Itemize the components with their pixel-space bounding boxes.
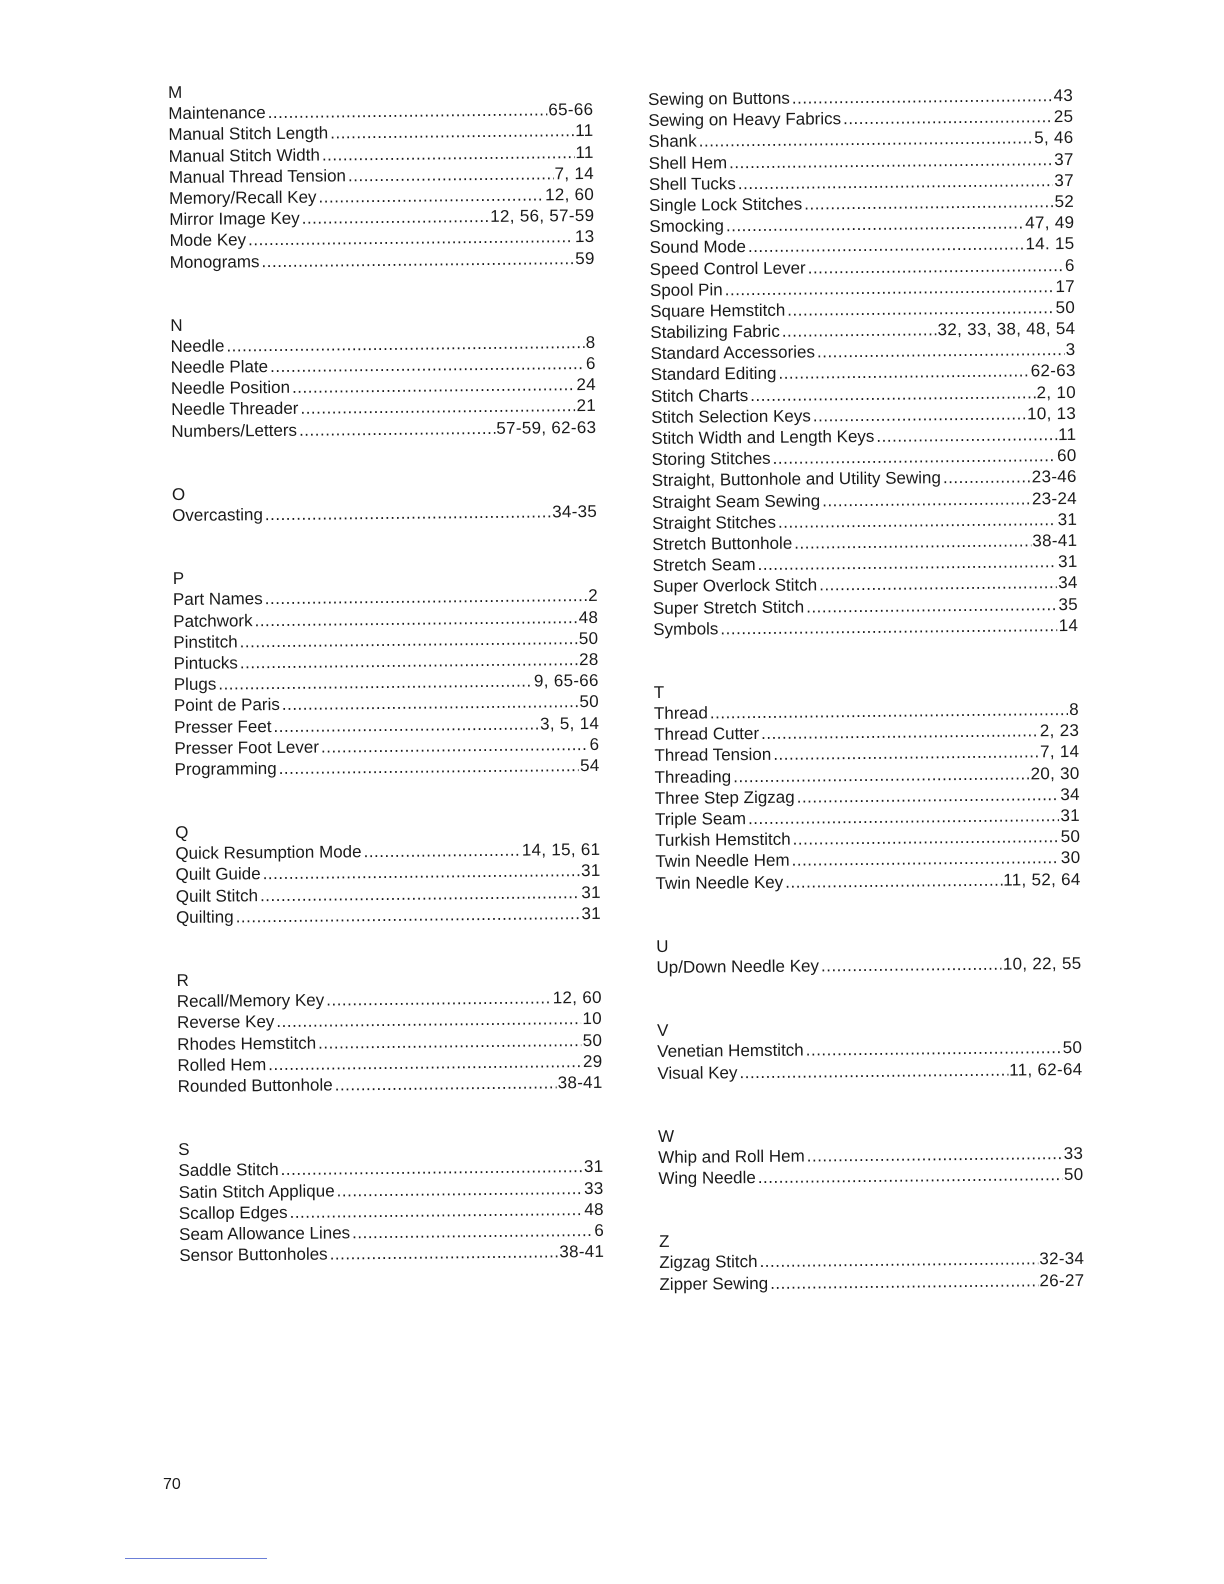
section-letter: W	[657, 1126, 675, 1146]
entry-term: Point de Paris	[173, 695, 280, 716]
section-gap	[656, 890, 1081, 936]
section-letter: T	[653, 682, 665, 702]
dot-leader	[289, 1199, 583, 1223]
entry-term: Needle Position	[170, 378, 291, 399]
section-gap	[659, 1185, 1084, 1231]
entry-pages: 23-24	[1031, 488, 1078, 508]
entry-pages: 24	[576, 375, 597, 395]
section-letter: S	[178, 1139, 190, 1160]
entry-pages: 11	[1057, 424, 1077, 445]
entry-term: Stretch Seam	[652, 555, 756, 576]
section-gap	[175, 776, 600, 822]
entry-pages: 32, 33, 38, 48, 54	[937, 318, 1076, 340]
entry-pages: 17	[1055, 276, 1076, 296]
entry-term: Straight Stitches	[652, 512, 777, 533]
index-section	[657, 1016, 1083, 1084]
entry-pages: 8	[1069, 699, 1080, 720]
dot-leader	[254, 607, 577, 631]
entry-pages: 14, 15, 61	[521, 840, 601, 860]
entry-pages: 28	[578, 649, 599, 670]
entry-pages: 48	[584, 1199, 604, 1219]
entry-term: Rounded Buttonhole	[177, 1075, 333, 1096]
index-section	[658, 1122, 1084, 1190]
entry-term: Monograms	[169, 251, 260, 272]
entry-pages: 38-41	[559, 1241, 605, 1262]
entry-term: Reverse Key	[176, 1012, 275, 1033]
entry-pages: 59	[575, 248, 595, 268]
footer-rule	[125, 1558, 267, 1559]
entry-pages: 31	[580, 861, 601, 881]
dot-leader	[322, 142, 575, 166]
entry-pages: 9, 65-66	[533, 671, 599, 691]
dot-leader	[773, 445, 1057, 469]
dot-leader	[787, 297, 1055, 321]
index-entry	[659, 1269, 1084, 1294]
dot-leader	[773, 742, 1039, 766]
dot-leader	[302, 206, 490, 229]
index-entry	[656, 868, 1081, 893]
entry-pages: 33	[584, 1178, 604, 1198]
entry-pages: 12, 60	[552, 988, 602, 1008]
dot-leader	[720, 615, 1057, 639]
entry-term: Straight Seam Sewing	[651, 490, 821, 512]
entry-pages: 37	[1054, 170, 1074, 190]
entry-term: Standard Accessories	[650, 342, 816, 364]
section-gap	[172, 522, 597, 568]
entry-pages: 10, 22, 55	[1002, 953, 1082, 974]
entry-pages: 12, 60	[544, 184, 595, 205]
dot-leader	[281, 1156, 583, 1180]
entry-term: Storing Stitches	[651, 449, 771, 470]
dot-leader	[758, 1164, 1063, 1188]
dot-leader	[770, 1270, 1039, 1294]
entry-pages: 11, 52, 64	[1003, 869, 1081, 890]
dot-leader	[739, 1059, 1008, 1083]
index-entry	[653, 615, 1078, 640]
entry-pages: 13	[574, 227, 595, 247]
section-letter: M	[168, 82, 183, 102]
index-entry	[170, 247, 595, 272]
entry-pages: 37	[1054, 149, 1074, 169]
entry-pages: 21	[576, 396, 597, 416]
entry-pages: 60	[1056, 446, 1077, 466]
dot-leader	[321, 734, 589, 758]
dot-leader	[804, 191, 1054, 215]
entry-term: Sewing on Heavy Fabrics	[648, 109, 842, 131]
index-entry	[174, 755, 599, 780]
entry-term: Needle	[170, 336, 225, 356]
entry-term: Presser Feet	[174, 716, 272, 737]
dot-leader	[813, 403, 1026, 426]
entry-term: Presser Foot Lever	[174, 737, 320, 758]
dot-leader	[759, 1249, 1038, 1273]
dot-leader	[843, 106, 1053, 129]
section-gap	[170, 269, 595, 315]
index-entry	[172, 501, 597, 526]
entry-pages: 5, 46	[1034, 128, 1074, 148]
index-entry	[656, 953, 1081, 978]
index-section	[168, 78, 595, 273]
index-column-right	[648, 85, 1085, 1295]
entry-pages: 33	[1063, 1143, 1084, 1163]
entry-term: Super Overlock Stitch	[652, 575, 818, 597]
entry-term: Stabilizing Fabric	[650, 321, 780, 343]
dot-leader	[292, 374, 576, 398]
entry-pages: 38-41	[557, 1072, 603, 1093]
entry-pages: 14. 15	[1025, 234, 1075, 254]
entry-term: Scallop Edges	[178, 1202, 288, 1223]
entry-term: Sewing on Buttons	[648, 88, 790, 109]
index-entry	[179, 1241, 604, 1266]
dot-leader	[265, 585, 588, 609]
dot-leader	[335, 1072, 557, 1095]
dot-leader	[819, 572, 1057, 595]
entry-pages: 31	[583, 1157, 604, 1177]
dot-leader	[279, 755, 580, 779]
entry-term: Spool Pin	[649, 279, 723, 300]
entry-term: Needle Plate	[170, 357, 269, 378]
entry-pages: 14	[1058, 615, 1079, 635]
entry-term: Quilt Guide	[175, 864, 261, 885]
entry-pages: 34-35	[552, 501, 598, 522]
entry-pages: 2, 23	[1039, 721, 1080, 741]
entry-pages: 52	[1054, 191, 1075, 212]
dot-leader	[794, 530, 1031, 553]
section-letter: Q	[175, 822, 189, 843]
dot-leader	[282, 691, 579, 715]
dot-leader	[218, 671, 533, 695]
entry-term: Visual Key	[657, 1062, 738, 1083]
entry-term: Part Names	[172, 589, 263, 610]
entry-term: Manual Stitch Length	[168, 123, 329, 145]
entry-pages: 26-27	[1039, 1270, 1085, 1290]
entry-pages: 31	[581, 882, 601, 902]
entry-pages: 32-34	[1039, 1249, 1085, 1269]
entry-term: Sound Mode	[649, 237, 747, 258]
index-entry	[176, 903, 601, 928]
entry-term: Square Hemstitch	[650, 300, 786, 321]
dot-leader	[265, 501, 552, 525]
entry-pages: 10	[582, 1009, 603, 1029]
entry-pages: 2, 10	[1036, 382, 1077, 402]
entry-pages: 35	[1058, 594, 1079, 614]
dot-leader	[261, 248, 574, 272]
entry-pages: 34	[1060, 784, 1080, 804]
entry-pages: 11, 62-64	[1009, 1059, 1083, 1080]
entry-term: Twin Needle Key	[655, 872, 784, 893]
entry-term: Recall/Memory Key	[176, 990, 325, 1012]
entry-term: Mode Key	[169, 230, 247, 251]
dot-leader	[337, 1178, 584, 1202]
entry-pages: 50	[579, 692, 600, 712]
dot-leader	[791, 847, 1060, 871]
entry-pages: 6	[1064, 255, 1075, 275]
entry-pages: 43	[1053, 85, 1074, 106]
dot-leader	[330, 1241, 559, 1264]
entry-term: Smocking	[649, 216, 725, 237]
entry-pages: 11	[575, 121, 594, 141]
entry-pages: 7, 14	[554, 163, 594, 184]
entry-pages: 3, 5, 14	[539, 713, 600, 733]
dot-leader	[821, 954, 1002, 977]
index-section	[175, 818, 601, 928]
section-gap	[657, 974, 1082, 1020]
entry-term: Quick Resumption Mode	[175, 842, 362, 864]
entry-term: Plugs	[173, 674, 217, 695]
dot-leader	[276, 1008, 581, 1032]
entry-pages: 65-66	[548, 100, 594, 120]
entry-term: Manual Thread Tension	[168, 166, 347, 187]
dot-leader	[273, 713, 539, 737]
section-letter: P	[172, 569, 185, 589]
dot-leader	[778, 361, 1030, 385]
dot-leader	[806, 1037, 1062, 1061]
dot-leader	[300, 396, 575, 420]
entry-pages: 38-41	[1032, 530, 1078, 551]
dot-leader	[236, 903, 581, 927]
entry-pages: 6	[589, 734, 600, 754]
section-letter: R	[176, 970, 189, 990]
section-gap	[658, 1080, 1083, 1126]
index-section	[656, 932, 1081, 978]
section-letter: V	[656, 1020, 669, 1041]
entry-term: Rhodes Hemstitch	[177, 1033, 317, 1054]
dot-leader	[778, 509, 1057, 533]
dot-leader	[817, 339, 1065, 363]
entry-pages: 34	[1058, 573, 1078, 593]
dot-leader	[793, 826, 1060, 850]
entry-pages: 62-63	[1030, 361, 1076, 381]
entry-term: Stitch Selection Keys	[651, 406, 811, 427]
dot-leader	[326, 988, 552, 1011]
entry-pages: 50	[1060, 827, 1081, 847]
entry-pages: 50	[582, 1030, 603, 1050]
entry-term: Satin Stitch Applique	[178, 1180, 335, 1202]
section-letter: U	[656, 936, 669, 956]
entry-term: Quilt Stitch	[175, 885, 259, 906]
entry-term: Rolled Hem	[177, 1054, 267, 1075]
dot-leader	[806, 594, 1057, 618]
dot-leader	[348, 163, 554, 186]
index-section	[654, 678, 1081, 894]
dot-leader	[807, 1143, 1063, 1167]
entry-term: Pinstitch	[173, 632, 238, 652]
entry-pages: 31	[1057, 552, 1078, 572]
dot-leader	[268, 1051, 582, 1075]
entry-pages: 23-46	[1031, 467, 1077, 487]
entry-pages: 57-59, 62-63	[496, 417, 597, 438]
entry-term: Quilting	[175, 907, 234, 927]
entry-term: Whip and Roll Hem	[658, 1146, 805, 1167]
dot-leader	[270, 353, 585, 377]
entry-term: Numbers/Letters	[171, 420, 298, 441]
dot-leader	[808, 255, 1064, 279]
dot-leader	[738, 170, 1054, 194]
entry-term: Super Stretch Stitch	[652, 597, 805, 618]
section-gap	[653, 636, 1078, 682]
entry-term: Single Lock Stitches	[649, 194, 803, 215]
dot-leader	[299, 417, 496, 440]
entry-pages: 50	[1062, 1038, 1083, 1058]
dot-leader	[318, 184, 544, 207]
entry-term: Patchwork	[173, 610, 253, 631]
dot-leader	[761, 721, 1039, 745]
dot-leader	[352, 1220, 593, 1244]
entry-pages: 30	[1060, 848, 1081, 868]
entry-pages: 7, 14	[1039, 742, 1080, 762]
entry-term: Stitch Width and Length Keys	[651, 426, 875, 448]
entry-term: Manual Stitch Width	[168, 145, 320, 166]
entry-term: Wing Needle	[658, 1168, 756, 1189]
entry-term: Thread Cutter	[654, 724, 760, 745]
entry-term: Mirror Image Key	[169, 208, 300, 230]
section-letter: N	[170, 315, 183, 335]
entry-pages: 10, 13	[1026, 403, 1077, 424]
dot-leader	[330, 120, 574, 144]
entry-pages: 54	[579, 755, 600, 775]
entry-term: Shank	[648, 131, 697, 152]
entry-pages: 6	[585, 353, 596, 374]
dot-leader	[260, 882, 580, 906]
entry-pages: 50	[1055, 297, 1076, 317]
entry-term: Thread	[653, 703, 708, 724]
entry-term: Shell Hem	[648, 152, 728, 173]
dot-leader	[943, 467, 1031, 489]
dot-leader	[750, 382, 1036, 406]
entry-term: Venetian Hemstitch	[657, 1040, 804, 1062]
entry-term: Threading	[654, 766, 732, 787]
dot-leader	[748, 805, 1060, 829]
section-gap	[171, 438, 596, 484]
entry-term: Stretch Buttonhole	[652, 533, 793, 554]
entry-term: Standard Editing	[650, 364, 777, 385]
entry-pages: 2	[588, 586, 599, 606]
entry-pages: 12, 56, 57-59	[490, 206, 595, 227]
entry-term: Up/Down Needle Key	[656, 956, 820, 977]
dot-leader	[782, 319, 937, 342]
dot-leader	[748, 234, 1025, 258]
index-section	[177, 966, 603, 1097]
section-gap	[176, 924, 601, 970]
entry-term: Triple Seam	[654, 809, 747, 829]
entry-pages: 20, 30	[1030, 763, 1080, 783]
index-entry	[657, 1058, 1082, 1083]
dot-leader	[733, 763, 1030, 787]
index-section	[173, 564, 600, 780]
entry-term: Saddle Stitch	[178, 1160, 279, 1181]
entry-pages: 48	[578, 607, 599, 627]
page-number: 70	[163, 1476, 181, 1493]
section-letter: O	[171, 484, 186, 504]
index-section	[172, 480, 597, 526]
entry-term: Seam Allowance Lines	[178, 1223, 351, 1244]
entry-term: Turkish Hemstitch	[655, 829, 791, 851]
entry-pages: 31	[581, 903, 602, 923]
dot-leader	[785, 869, 1002, 892]
entry-term: Speed Control Lever	[649, 257, 806, 279]
entry-term: Pintucks	[173, 653, 238, 673]
entry-term: Maintenance	[168, 103, 266, 124]
entry-pages: 6	[594, 1220, 605, 1240]
index-entry	[178, 1072, 603, 1097]
index-entry	[171, 417, 596, 442]
entry-pages: 11	[575, 142, 594, 162]
index-section	[170, 311, 596, 442]
entry-pages: 31	[1060, 805, 1081, 826]
entry-term: Programming	[174, 758, 277, 779]
entry-pages: 31	[1057, 509, 1078, 529]
entry-term: Sensor Buttonholes	[179, 1244, 328, 1266]
dot-leader	[726, 213, 1024, 237]
entry-term: Straight, Buttonhole and Utility Sewing	[651, 468, 942, 491]
section-letter: Z	[658, 1232, 670, 1252]
dot-leader	[363, 840, 520, 863]
entry-pages: 50	[578, 628, 599, 648]
dot-leader	[318, 1030, 582, 1054]
entry-pages: 3	[1065, 340, 1076, 360]
index-column-left	[168, 78, 604, 1266]
entry-pages: 25	[1053, 107, 1074, 127]
dot-leader	[822, 488, 1031, 511]
entry-pages: 47, 49	[1025, 213, 1075, 233]
entry-term: Zipper Sewing	[659, 1273, 769, 1294]
entry-term: Stitch Charts	[650, 385, 749, 406]
dot-leader	[797, 784, 1060, 808]
index-section	[178, 1135, 604, 1266]
dot-leader	[792, 85, 1053, 109]
entry-term: Memory/Recall Key	[169, 187, 317, 208]
index-section	[659, 1227, 1085, 1295]
index-section	[648, 85, 1078, 640]
entry-pages: 8	[585, 332, 596, 352]
entry-term: Overcasting	[172, 505, 263, 525]
entry-pages: 50	[1063, 1164, 1084, 1185]
entry-term: Zigzag Stitch	[659, 1252, 758, 1273]
entry-term: Symbols	[653, 619, 719, 639]
entry-term: Thread Tension	[654, 745, 772, 766]
dot-leader	[268, 100, 548, 124]
entry-term: Needle Threader	[171, 399, 299, 420]
index-entry	[658, 1164, 1083, 1189]
section-gap	[178, 1093, 603, 1139]
entry-term: Three Step Zigzag	[654, 787, 795, 808]
entry-term: Shell Tucks	[648, 173, 736, 194]
entry-term: Twin Needle Hem	[655, 851, 790, 872]
dot-leader	[263, 861, 581, 885]
dot-leader	[876, 424, 1057, 447]
entry-pages: 29	[582, 1051, 603, 1071]
dot-leader	[757, 551, 1057, 575]
